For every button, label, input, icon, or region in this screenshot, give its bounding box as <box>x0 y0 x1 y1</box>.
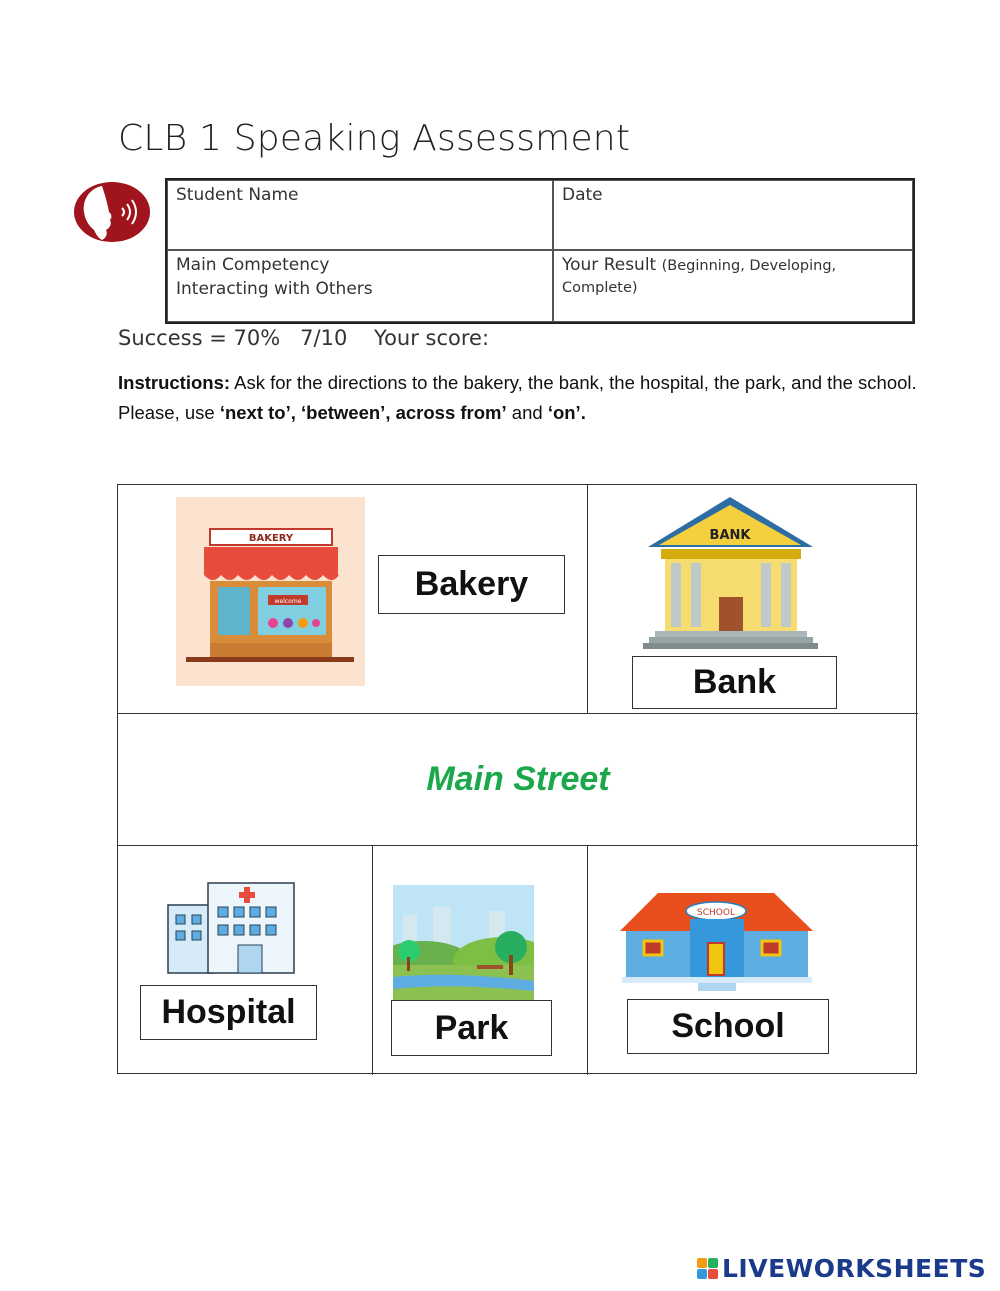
instructions-and: and <box>506 402 548 423</box>
date-label: Date <box>562 185 603 205</box>
bank-sign: BANK <box>709 528 751 543</box>
bank-image <box>643 495 818 653</box>
bakery-image <box>176 497 365 686</box>
competency-cell <box>167 250 553 322</box>
place-label-school[interactable]: School <box>627 999 829 1054</box>
place-label-bank[interactable]: Bank <box>632 656 837 709</box>
result-label: Your Result <box>562 255 657 275</box>
success-score-line: Success = 70% 7/10 Your score: <box>118 326 490 350</box>
instructions <box>118 368 918 428</box>
bakery-board: welcome <box>274 598 302 605</box>
school-image <box>618 889 815 992</box>
student-name-field[interactable] <box>167 180 553 250</box>
date-field[interactable] <box>553 180 913 250</box>
place-label-bakery[interactable]: Bakery <box>378 555 565 614</box>
bakery-sign: BAKERY <box>248 533 294 544</box>
place-label-hospital[interactable]: Hospital <box>140 985 317 1040</box>
hospital-image <box>166 881 296 976</box>
instructions-label: Instructions: <box>118 372 231 393</box>
divider <box>587 485 588 713</box>
competency-value: Interacting with Others <box>176 279 373 299</box>
speaking-head-icon <box>72 180 152 244</box>
park-image <box>393 885 534 1001</box>
street-name: Main Street <box>426 759 610 798</box>
instructions-on: ‘on’. <box>547 402 586 423</box>
result-field[interactable] <box>553 250 913 322</box>
result-hint-cont: Complete) <box>562 280 638 296</box>
school-sign: SCHOOL <box>697 908 735 918</box>
street-map <box>117 484 917 1074</box>
brand-logo <box>697 1254 986 1283</box>
student-info-table <box>165 178 915 324</box>
competency-label: Main Competency <box>176 255 330 275</box>
divider <box>587 845 588 1075</box>
brand-mark-icon <box>697 1258 718 1279</box>
divider <box>372 845 373 1075</box>
divider <box>118 845 918 846</box>
instructions-text: Ask for the directions to the bakery, the bank, the hospital, the park, and the school. Please, use <box>118 372 917 423</box>
instructions-phrases: ‘next to’, ‘between’, across from’ <box>219 402 507 423</box>
place-label-park[interactable]: Park <box>391 1000 552 1056</box>
student-name-label: Student Name <box>176 185 299 205</box>
page-title: CLB 1 Speaking Assessment <box>118 118 631 159</box>
brand-name: LIVEWORKSHEETS <box>722 1254 987 1283</box>
result-hint: (Beginning, Developing, <box>661 258 837 274</box>
